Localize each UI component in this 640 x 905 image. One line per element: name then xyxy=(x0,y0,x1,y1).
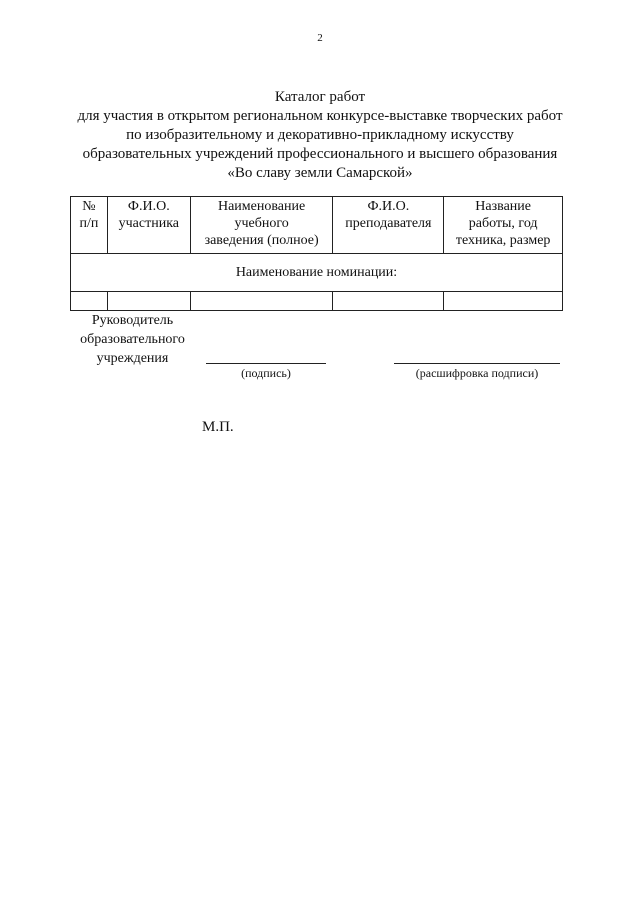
decoding-caption: (расшифровка подписи) xyxy=(415,366,539,380)
title-line-5: «Во славу земли Самарской» xyxy=(227,165,413,181)
header-teacher xyxy=(333,197,444,254)
signature-line xyxy=(206,363,326,364)
empty-cell xyxy=(107,292,190,311)
title-line-3: по изобразительному и декоративно-прикладному искусству xyxy=(126,127,514,143)
head-of-institution-label xyxy=(70,311,195,368)
header-participant-line-2: участника xyxy=(118,216,179,231)
header-work-line-1: Название xyxy=(475,199,531,214)
empty-cell xyxy=(444,292,563,311)
header-participant xyxy=(107,197,190,254)
decoding-line xyxy=(394,363,560,364)
empty-cell xyxy=(333,292,444,311)
catalog-title xyxy=(40,88,600,183)
nomination-row xyxy=(71,254,563,292)
header-number-line-1: № xyxy=(82,199,96,214)
header-institution-line-2: учебного xyxy=(234,216,289,231)
page-number: 2 xyxy=(317,32,323,44)
empty-cell xyxy=(71,292,108,311)
header-teacher-line-1: Ф.И.О. xyxy=(367,199,410,214)
header-participant-line-1: Ф.И.О. xyxy=(127,199,170,214)
head-line-1: Руководитель xyxy=(91,313,174,328)
empty-cell xyxy=(190,292,333,311)
signature-caption: (подпись) xyxy=(241,366,291,380)
title-line-4: образовательных учреждений профессионального и высшего образования xyxy=(82,146,558,162)
nomination-cell: Наименование номинации: xyxy=(71,254,563,292)
title-line-2: для участия в открытом региональном конкурсе-выставке творческих работ xyxy=(77,108,563,124)
header-work xyxy=(444,197,563,254)
header-institution-line-1: Наименование xyxy=(217,199,306,214)
header-work-line-2: работы, год xyxy=(468,216,538,231)
header-institution-line-3: заведения (полное) xyxy=(204,233,319,248)
head-line-2: образовательного xyxy=(80,332,185,347)
title-line-1: Каталог работ xyxy=(274,89,366,105)
header-work-line-3: техника, размер xyxy=(455,233,551,248)
catalog-table xyxy=(70,196,563,311)
header-teacher-line-2: преподавателя xyxy=(345,216,432,231)
table-row xyxy=(71,292,563,311)
table-header-row xyxy=(71,197,563,254)
header-number-line-2: п/п xyxy=(79,216,99,231)
head-line-3: учреждения xyxy=(96,351,169,366)
header-number xyxy=(71,197,108,254)
stamp-label: М.П. xyxy=(202,419,234,435)
header-institution xyxy=(190,197,333,254)
